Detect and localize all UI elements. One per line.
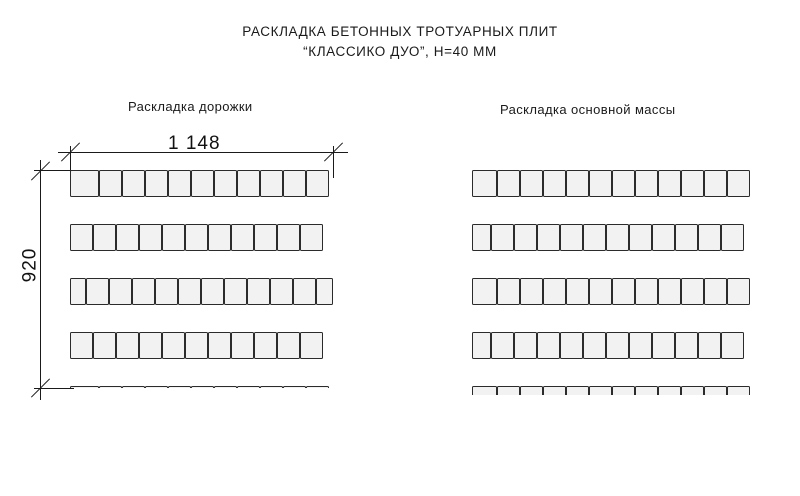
paving-tile [658,278,681,305]
paving-tile [472,278,497,305]
paving-tile [497,278,520,305]
paving-tile [70,386,99,388]
paving-tile [237,386,260,388]
paving-tile [583,224,606,251]
paving-tile [606,332,629,359]
paving-tile [675,332,698,359]
paving-tile [681,386,704,395]
paving-tile [566,386,589,395]
paving-tile [122,386,145,388]
section-title-path-layout: Раскладка дорожки [128,99,253,114]
paving-tile [497,386,520,395]
paving-tile [254,332,277,359]
paving-tile [145,170,168,197]
paving-tile [629,332,652,359]
paving-tile [277,332,300,359]
tile-row [472,278,755,305]
paving-tile [132,278,155,305]
paving-tile [472,224,491,251]
paving-tile [721,332,744,359]
paving-tile [675,224,698,251]
dimension-label-width: 1 148 [168,133,221,154]
paving-tile [612,170,635,197]
paving-tile [283,170,306,197]
paving-tile [652,224,675,251]
paving-tile [543,170,566,197]
paving-tile [214,170,237,197]
paving-tile [589,278,612,305]
paving-tile [472,170,497,197]
paving-tile [472,332,491,359]
paving-tile [178,278,201,305]
paving-tile [727,386,750,395]
paving-tile [472,386,497,395]
paving-tile [560,224,583,251]
drawing-title-line-2: “КЛАССИКО ДУО”, Н=40 ММ [303,44,497,59]
paving-tile [270,278,293,305]
tile-row [472,170,755,197]
tile-row [472,386,755,395]
paving-tile [704,170,727,197]
paving-tile [520,386,543,395]
paving-tile [237,170,260,197]
paving-tile [86,278,109,305]
paving-tile [70,278,86,305]
extension-line-right [333,146,334,178]
paving-tile [145,386,168,388]
extension-line-top [34,170,74,171]
paving-tile [612,278,635,305]
paving-tile [214,386,237,388]
paving-tile [306,386,329,388]
paving-tile [185,332,208,359]
paving-tile [208,332,231,359]
paving-tile [116,332,139,359]
mass-layout-pattern [472,170,755,395]
tile-row [472,332,755,359]
paving-tile [704,386,727,395]
paving-tile [537,224,560,251]
section-title-mass-layout: Раскладка основной массы [500,102,676,117]
paving-tile [247,278,270,305]
paving-tile [231,332,254,359]
paving-tile [566,278,589,305]
paving-tile [116,224,139,251]
paving-tile [93,224,116,251]
drawing-title [0,22,800,62]
path-layout-pattern [70,170,333,388]
paving-tile [254,224,277,251]
paving-tile [168,170,191,197]
paving-tile [224,278,247,305]
paving-tile [201,278,224,305]
paving-tile [520,278,543,305]
paving-tile [606,224,629,251]
dimension-label-height: 920 [19,247,41,283]
tile-row [472,224,755,251]
paving-tile [566,170,589,197]
paving-tile [300,224,323,251]
paving-tile [155,278,178,305]
paving-tile [70,224,93,251]
paving-tile [191,386,214,388]
paving-tile [497,170,520,197]
paving-tile [589,386,612,395]
extension-line-bottom [34,388,74,389]
paving-tile [491,224,514,251]
paving-tile [704,278,727,305]
paving-tile [681,170,704,197]
tile-row [70,386,333,388]
paving-tile [191,170,214,197]
tile-row [70,332,333,359]
paving-tile [99,170,122,197]
paving-tile [231,224,254,251]
paving-tile [721,224,744,251]
paving-tile [698,224,721,251]
paving-tile [543,278,566,305]
paving-tile [293,278,316,305]
paving-tile [168,386,191,388]
paving-tile [300,332,323,359]
paving-tile [70,170,99,197]
paving-tile [99,386,122,388]
paving-tile [70,332,93,359]
paving-tile [139,224,162,251]
paving-tile [93,332,116,359]
paving-tile [560,332,583,359]
paving-tile [491,332,514,359]
paving-tile [520,170,543,197]
paving-tile [109,278,132,305]
tile-row [70,278,333,305]
paving-tile [122,170,145,197]
tile-row [70,170,333,197]
paving-tile [208,224,231,251]
paving-tile [139,332,162,359]
paving-tile [635,278,658,305]
paving-tile [514,224,537,251]
drawing-title-line-1: РАСКЛАДКА БЕТОННЫХ ТРОТУАРНЫХ ПЛИТ [242,24,558,39]
paving-tile [652,332,675,359]
paving-tile [306,170,329,197]
paving-tile [162,332,185,359]
paving-tile [162,224,185,251]
paving-tile [727,170,750,197]
paving-tile [727,278,750,305]
paving-tile [277,224,300,251]
paving-tile [635,386,658,395]
paving-tile [260,170,283,197]
paving-tile [260,386,283,388]
paving-tile [629,224,652,251]
paving-tile [543,386,566,395]
paving-tile [514,332,537,359]
paving-tile [589,170,612,197]
tile-row [70,224,333,251]
paving-tile [583,332,606,359]
paving-tile [185,224,208,251]
paving-tile [316,278,333,305]
paving-tile [681,278,704,305]
paving-tile [658,170,681,197]
paving-tile [658,386,681,395]
paving-tile [612,386,635,395]
paving-tile [698,332,721,359]
paving-tile [635,170,658,197]
paving-tile [283,386,306,388]
paving-tile [537,332,560,359]
